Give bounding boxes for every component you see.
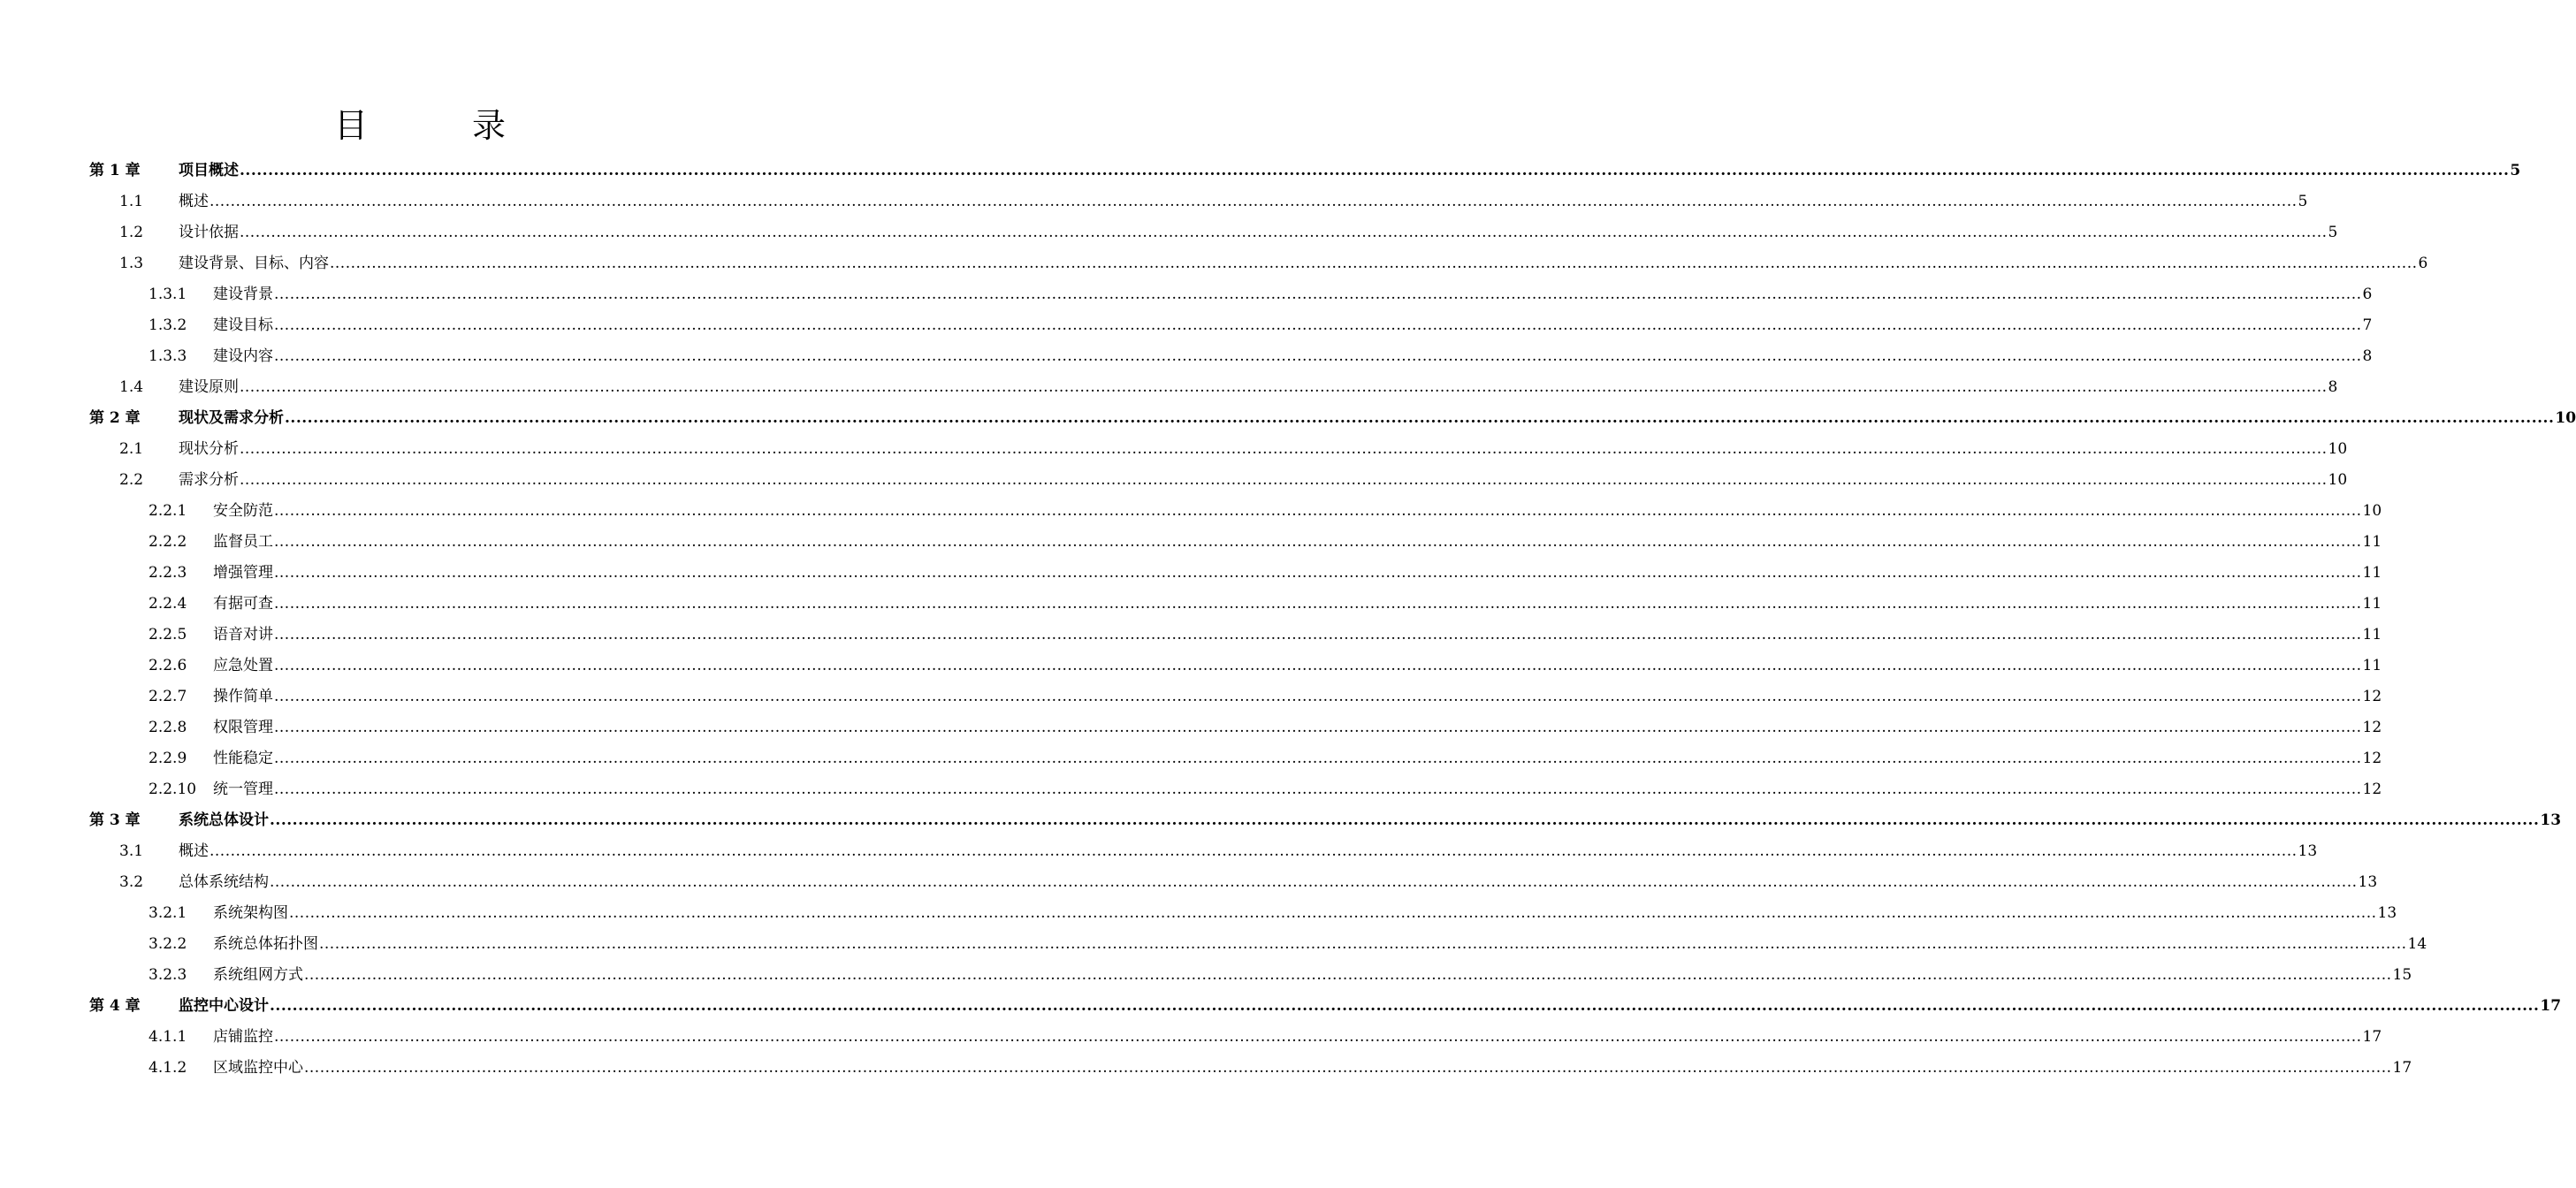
- toc-entry-title: 系统组网方式: [213, 966, 303, 984]
- toc-entry-number: 2.2.8: [149, 719, 187, 736]
- toc-entry-level-3[interactable]: [0, 620, 2382, 651]
- toc-entry-dot-leader: ................................................................................................................................................................................................................................................................................................................................................................................................................: [240, 224, 2328, 241]
- toc-entry-page-number: 13: [2377, 904, 2397, 922]
- toc-entry-dot-leader: ................................................................................................................................................................................................................................................................................................................................................................................................................: [319, 935, 2407, 953]
- toc-entry-dot-leader: ................................................................................................................................................................................................................................................................................................................................................................................................................: [274, 502, 2362, 520]
- toc-entry-title: 建设内容: [213, 347, 273, 365]
- toc-entry-title: 设计依据: [179, 224, 239, 241]
- toc-entry-page-number: 5: [2298, 193, 2308, 210]
- toc-entry-level-1[interactable]: [0, 805, 2562, 836]
- toc-entry-number: 1.3.1: [149, 286, 187, 303]
- toc-entry-page-number: 17: [2362, 1028, 2382, 1046]
- toc-entry-page-number: 8: [2328, 378, 2338, 396]
- toc-entry-leader-line: [213, 310, 2373, 341]
- toc-entry-level-3[interactable]: [0, 712, 2382, 743]
- toc-entry-leader-line: [179, 805, 2562, 836]
- toc-entry-page-number: 14: [2407, 935, 2427, 953]
- toc-entry-leader-line: [213, 898, 2397, 929]
- toc-entry-number: 第 4 章: [89, 997, 141, 1015]
- toc-entry-page-number: 10: [2362, 502, 2382, 520]
- toc-entry-number: 2.2.4: [149, 595, 187, 613]
- toc-entry-leader-line: [213, 929, 2427, 960]
- toc-entry-page-number: 12: [2362, 719, 2382, 736]
- toc-entry-title: 性能稳定: [213, 750, 273, 767]
- toc-entry-level-2[interactable]: [0, 836, 2318, 867]
- toc-entry-dot-leader: ................................................................................................................................................................................................................................................................................................................................................................................................................: [274, 564, 2362, 582]
- toc-entry-level-2[interactable]: [0, 372, 2338, 403]
- toc-entry-page-number: 17: [2392, 1059, 2412, 1077]
- toc-entry-number: 1.3: [119, 255, 144, 272]
- toc-entry-number: 4.1.1: [149, 1028, 187, 1046]
- toc-entry-number: 1.3.3: [149, 347, 187, 365]
- toc-entry-title: 店铺监控: [213, 1028, 273, 1046]
- toc-entry-title: 概述: [179, 193, 209, 210]
- toc-entry-dot-leader: ................................................................................................................................................................................................................................................................................................................................................................................................................: [270, 811, 2540, 829]
- toc-title: 目 录: [333, 106, 541, 145]
- toc-entry-leader-line: [213, 1022, 2382, 1053]
- toc-entry-page-number: 8: [2362, 347, 2373, 365]
- toc-entry-dot-leader: ................................................................................................................................................................................................................................................................................................................................................................................................................: [240, 471, 2328, 489]
- toc-entry-number: 3.2.2: [149, 935, 187, 953]
- toc-entry-number: 1.1: [119, 193, 144, 210]
- toc-entry-level-3[interactable]: [0, 743, 2382, 774]
- toc-entry-leader-line: [213, 558, 2382, 589]
- toc-entry-dot-leader: ................................................................................................................................................................................................................................................................................................................................................................................................................: [240, 440, 2328, 458]
- toc-entry-leader-line: [213, 496, 2382, 527]
- toc-entry-number: 2.2.3: [149, 564, 187, 582]
- toc-entry-page-number: 7: [2362, 316, 2373, 334]
- toc-entry-title: 操作简单: [213, 688, 273, 705]
- toc-entry-title: 项目概述: [179, 162, 239, 179]
- toc-entry-level-3[interactable]: [0, 341, 2373, 372]
- toc-entry-page-number: 11: [2362, 657, 2382, 674]
- toc-entry-page-number: 11: [2362, 564, 2382, 582]
- toc-entry-title: 需求分析: [179, 471, 239, 489]
- toc-entry-title: 总体系统结构: [179, 873, 269, 891]
- toc-entry-leader-line: [179, 836, 2318, 867]
- toc-entry-title: 建设原则: [179, 378, 239, 396]
- toc-entry-leader-line: [213, 620, 2382, 651]
- toc-entry-title: 系统总体拓扑图: [213, 935, 318, 953]
- toc-entry-title: 语音对讲: [213, 626, 273, 644]
- toc-entry-title: 应急处置: [213, 657, 273, 674]
- toc-entry-dot-leader: ................................................................................................................................................................................................................................................................................................................................................................................................................: [274, 1028, 2362, 1046]
- toc-entry-leader-line: [213, 774, 2382, 805]
- toc-entry-leader-line: [179, 403, 2576, 434]
- toc-entry-number: 第 2 章: [89, 409, 141, 427]
- toc-entry-number: 2.2.1: [149, 502, 187, 520]
- toc-entry-leader-line: [213, 279, 2373, 310]
- toc-entry-dot-leader: ................................................................................................................................................................................................................................................................................................................................................................................................................: [274, 316, 2362, 334]
- toc-entry-number: 2.2.7: [149, 688, 187, 705]
- toc-entry-number: 2.2.2: [149, 533, 187, 551]
- toc-entry-title: 概述: [179, 842, 209, 860]
- toc-entry-number: 3.2: [119, 873, 144, 891]
- toc-entry-level-1[interactable]: [0, 403, 2576, 434]
- toc-entry-leader-line: [213, 712, 2382, 743]
- toc-entry-page-number: 12: [2362, 750, 2382, 767]
- toc-entry-dot-leader: ................................................................................................................................................................................................................................................................................................................................................................................................................: [274, 719, 2362, 736]
- toc-entry-leader-line: [213, 682, 2382, 712]
- toc-entry-level-3[interactable]: [0, 558, 2382, 589]
- toc-entry-page-number: 12: [2362, 781, 2382, 798]
- toc-entry-leader-line: [179, 434, 2348, 465]
- toc-entry-leader-line: [179, 217, 2338, 248]
- toc-list: [0, 156, 2576, 1084]
- toc-entry-level-3[interactable]: [0, 898, 2397, 929]
- toc-entry-page-number: 12: [2362, 688, 2382, 705]
- toc-entry-dot-leader: ................................................................................................................................................................................................................................................................................................................................................................................................................: [274, 626, 2362, 644]
- toc-entry-leader-line: [213, 1053, 2412, 1084]
- toc-entry-leader-line: [179, 187, 2308, 217]
- toc-entry-page-number: 6: [2362, 286, 2373, 303]
- toc-entry-level-3[interactable]: [0, 496, 2382, 527]
- toc-entry-level-3[interactable]: [0, 589, 2382, 620]
- toc-entry-dot-leader: ................................................................................................................................................................................................................................................................................................................................................................................................................: [274, 781, 2362, 798]
- toc-entry-dot-leader: ................................................................................................................................................................................................................................................................................................................................................................................................................: [330, 255, 2418, 272]
- toc-entry-level-2[interactable]: [0, 867, 2378, 898]
- toc-entry-leader-line: [213, 589, 2382, 620]
- toc-entry-title: 系统总体设计: [179, 811, 269, 829]
- toc-entry-level-1[interactable]: [0, 991, 2562, 1022]
- toc-entry-dot-leader: ................................................................................................................................................................................................................................................................................................................................................................................................................: [304, 1059, 2392, 1077]
- toc-entry-dot-leader: ................................................................................................................................................................................................................................................................................................................................................................................................................: [274, 750, 2362, 767]
- toc-entry-leader-line: [179, 156, 2521, 187]
- toc-entry-title: 安全防范: [213, 502, 273, 520]
- toc-entry-title: 现状及需求分析: [179, 409, 284, 427]
- toc-entry-dot-leader: ................................................................................................................................................................................................................................................................................................................................................................................................................: [210, 842, 2298, 860]
- toc-entry-page-number: 11: [2362, 595, 2382, 613]
- toc-entry-dot-leader: ................................................................................................................................................................................................................................................................................................................................................................................................................: [240, 162, 2510, 179]
- toc-entry-level-2[interactable]: [0, 434, 2348, 465]
- toc-entry-page-number: 5: [2510, 162, 2521, 179]
- toc-entry-level-2[interactable]: [0, 465, 2348, 496]
- toc-entry-dot-leader: ................................................................................................................................................................................................................................................................................................................................................................................................................: [270, 997, 2540, 1015]
- toc-entry-title: 权限管理: [213, 719, 273, 736]
- toc-entry-number: 2.2.10: [149, 781, 197, 798]
- toc-entry-level-1[interactable]: [0, 156, 2521, 187]
- toc-entry-title: 建设目标: [213, 316, 273, 334]
- toc-entry-level-3[interactable]: [0, 651, 2382, 682]
- toc-entry-title: 监控中心设计: [179, 997, 269, 1015]
- toc-entry-number: 第 1 章: [89, 162, 141, 179]
- toc-entry-page-number: 10: [2555, 409, 2576, 427]
- toc-entry-leader-line: [213, 743, 2382, 774]
- toc-entry-page-number: 13: [2358, 873, 2378, 891]
- toc-entry-page-number: 10: [2328, 471, 2348, 489]
- toc-entry-title: 系统架构图: [213, 904, 288, 922]
- toc-entry-page-number: 6: [2418, 255, 2428, 272]
- toc-entry-number: 2.2: [119, 471, 144, 489]
- toc-entry-leader-line: [213, 341, 2373, 372]
- toc-entry-page-number: 10: [2328, 440, 2348, 458]
- toc-entry-dot-leader: ................................................................................................................................................................................................................................................................................................................................................................................................................: [274, 657, 2362, 674]
- toc-entry-level-3[interactable]: [0, 1053, 2412, 1084]
- toc-entry-number: 3.2.3: [149, 966, 187, 984]
- toc-entry-leader-line: [179, 465, 2348, 496]
- toc-entry-dot-leader: ................................................................................................................................................................................................................................................................................................................................................................................................................: [289, 904, 2377, 922]
- toc-entry-title: 区域监控中心: [213, 1059, 303, 1077]
- toc-entry-level-2[interactable]: [0, 248, 2428, 279]
- toc-entry-level-3[interactable]: [0, 682, 2382, 712]
- toc-entry-leader-line: [213, 651, 2382, 682]
- toc-entry-number: 2.1: [119, 440, 144, 458]
- toc-entry-level-3[interactable]: [0, 929, 2427, 960]
- toc-entry-title: 统一管理: [213, 781, 273, 798]
- toc-entry-number: 2.2.5: [149, 626, 187, 644]
- toc-entry-title: 现状分析: [179, 440, 239, 458]
- toc-entry-page-number: 13: [2540, 811, 2562, 829]
- toc-entry-title: 建设背景、目标、内容: [179, 255, 329, 272]
- toc-entry-dot-leader: ................................................................................................................................................................................................................................................................................................................................................................................................................: [270, 873, 2358, 891]
- toc-entry-level-3[interactable]: [0, 527, 2382, 558]
- toc-entry-level-3[interactable]: [0, 279, 2373, 310]
- toc-entry-page-number: 13: [2298, 842, 2318, 860]
- toc-entry-number: 1.2: [119, 224, 144, 241]
- toc-entry-page-number: 17: [2540, 997, 2562, 1015]
- toc-entry-dot-leader: ................................................................................................................................................................................................................................................................................................................................................................................................................: [274, 286, 2362, 303]
- toc-entry-dot-leader: ................................................................................................................................................................................................................................................................................................................................................................................................................: [304, 966, 2392, 984]
- toc-entry-dot-leader: ................................................................................................................................................................................................................................................................................................................................................................................................................: [210, 193, 2298, 210]
- toc-entry-leader-line: [179, 867, 2378, 898]
- toc-entry-number: 1.4: [119, 378, 144, 396]
- toc-entry-page-number: 11: [2362, 626, 2382, 644]
- toc-entry-level-2[interactable]: [0, 217, 2338, 248]
- toc-entry-number: 3.1: [119, 842, 144, 860]
- toc-entry-leader-line: [179, 991, 2562, 1022]
- toc-entry-level-2[interactable]: [0, 187, 2308, 217]
- toc-entry-number: 1.3.2: [149, 316, 187, 334]
- toc-entry-dot-leader: ................................................................................................................................................................................................................................................................................................................................................................................................................: [285, 409, 2555, 427]
- toc-entry-page-number: 11: [2362, 533, 2382, 551]
- toc-entry-page-number: 15: [2392, 966, 2412, 984]
- toc-entry-level-3[interactable]: [0, 1022, 2382, 1053]
- toc-entry-title: 建设背景: [213, 286, 273, 303]
- toc-entry-level-3[interactable]: [0, 310, 2373, 341]
- toc-entry-title: 增强管理: [213, 564, 273, 582]
- toc-entry-level-3[interactable]: [0, 960, 2412, 991]
- toc-entry-dot-leader: ................................................................................................................................................................................................................................................................................................................................................................................................................: [274, 533, 2362, 551]
- toc-entry-dot-leader: ................................................................................................................................................................................................................................................................................................................................................................................................................: [240, 378, 2328, 396]
- toc-entry-leader-line: [213, 527, 2382, 558]
- toc-entry-number: 4.1.2: [149, 1059, 187, 1077]
- toc-entry-number: 2.2.6: [149, 657, 187, 674]
- toc-entry-number: 2.2.9: [149, 750, 187, 767]
- toc-entry-dot-leader: ................................................................................................................................................................................................................................................................................................................................................................................................................: [274, 347, 2362, 365]
- toc-entry-dot-leader: ................................................................................................................................................................................................................................................................................................................................................................................................................: [274, 595, 2362, 613]
- toc-entry-dot-leader: ................................................................................................................................................................................................................................................................................................................................................................................................................: [274, 688, 2362, 705]
- toc-entry-number: 3.2.1: [149, 904, 187, 922]
- toc-entry-level-3[interactable]: [0, 774, 2382, 805]
- toc-entry-title: 监督员工: [213, 533, 273, 551]
- toc-entry-leader-line: [179, 248, 2428, 279]
- toc-entry-number: 第 3 章: [89, 811, 141, 829]
- toc-entry-leader-line: [213, 960, 2412, 991]
- toc-entry-page-number: 5: [2328, 224, 2338, 241]
- toc-entry-title: 有据可查: [213, 595, 273, 613]
- toc-entry-leader-line: [179, 372, 2338, 403]
